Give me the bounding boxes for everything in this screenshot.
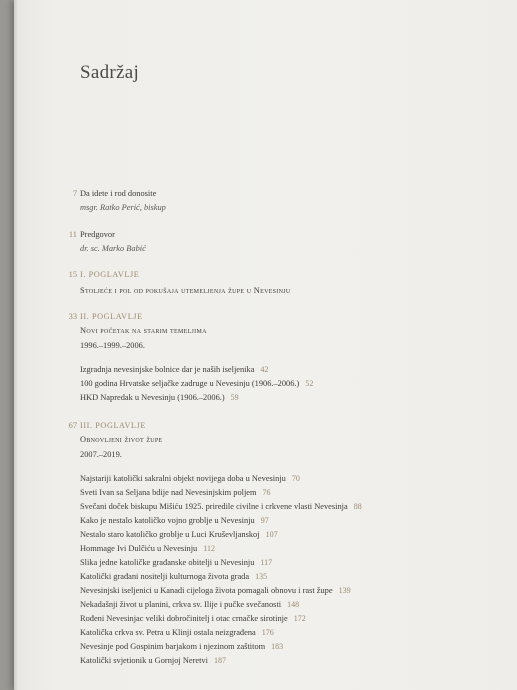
- subentry-title: Slika jedne katoličke građanske obitelji u Nevesinju 117: [80, 558, 273, 567]
- subentry-title: Nekadašnji život u planini, crkva sv. Ilije i pučke svečanosti 148: [80, 600, 300, 609]
- subentry-page: 42: [260, 365, 269, 374]
- chapter-title: Obnovljeni život župe: [80, 435, 163, 444]
- subentry-title: Katolički svjetionik u Gornjoj Neretvi 187: [80, 656, 226, 665]
- subentry-page: 135: [255, 572, 268, 581]
- chapter-page-number: 33: [68, 312, 77, 321]
- chapter-title: Stoljeće i pol od pokušaja utemeljenja župe u Nevesinju: [80, 286, 291, 295]
- subentry-page: 112: [203, 544, 215, 553]
- page-title: Sadržaj: [80, 62, 140, 83]
- entry-page-number: 11: [68, 230, 77, 239]
- chapter-years: 2007.–2019.: [80, 450, 122, 459]
- chapter-label: I. POGLAVLJE: [80, 270, 140, 279]
- entry-page-number: 7: [72, 189, 77, 198]
- subentry-page: 176: [261, 628, 274, 637]
- subentry-title: Najstariji katolički sakralni objekt novijega doba u Nevesinju 70: [80, 474, 300, 483]
- subentry-title: Nevesinje pod Gospinim barjakom i njezinom zaštitom 183: [80, 642, 284, 651]
- entry-title: Da idete i rod donosite: [80, 189, 157, 198]
- subentry-title: HKD Napredak u Nevesinju (1906.–2006.) 59: [80, 393, 239, 402]
- subentry-page: 107: [265, 530, 278, 539]
- chapter-label: II. POGLAVLJE: [80, 312, 143, 321]
- subentry-page: 97: [260, 516, 269, 525]
- subentry-title: 100 godina Hrvatske seljačke zadruge u Nevesinju (1906.–2006.) 52: [80, 379, 314, 388]
- book-page: [14, 0, 517, 690]
- subentry-page: 148: [287, 600, 300, 609]
- chapter-title: Novi početak na starim temeljima: [80, 326, 207, 335]
- subentry-title: Svečani doček biskupu Mišiću 1925. priredile civilne i crkvene vlasti Nevesinja 88: [80, 502, 362, 511]
- chapter-years: 1996.–1999.–2006.: [80, 341, 145, 350]
- subentry-title: Rođeni Nevesinjac veliki dobročinitelj i otac crnačke sirotinje 172: [80, 614, 306, 623]
- subentry-page: 139: [338, 586, 351, 595]
- entry-author: dr. sc. Marko Babić: [80, 244, 146, 253]
- subentry-page: 76: [262, 488, 271, 497]
- subentry-page: 59: [230, 393, 239, 402]
- subentry-title: Izgradnja nevesinjske bolnice dar je naših iseljenika 42: [80, 365, 269, 374]
- subentry-page: 183: [271, 642, 284, 651]
- chapter-page-number: 67: [68, 421, 77, 430]
- entry-title: Predgovor: [80, 230, 115, 239]
- page-edge: [14, 0, 18, 690]
- entry-author: msgr. Ratko Perić, biskup: [80, 203, 166, 212]
- subentry-title: Nevesinjski iseljenici u Kanadi cijeloga života pomagali obnovu i rast župe 139: [80, 586, 351, 595]
- subentry-page: 187: [213, 656, 226, 665]
- chapter-page-number: 15: [68, 270, 77, 279]
- subentry-title: Kako je nestalo katoličko vojno groblje u Nevesinju 97: [80, 516, 269, 525]
- subentry-title: Hommage Ivi Dulčiću u Nevesinju 112: [80, 544, 215, 553]
- subentry-title: Katolička crkva sv. Petra u Klinji ostala neizgrađena 176: [80, 628, 274, 637]
- subentry-title: Katolički građani nositelji kulturnoga života grada 135: [80, 572, 268, 581]
- subentry-page: 70: [291, 474, 300, 483]
- subentry-page: 172: [293, 614, 306, 623]
- subentry-page: 52: [305, 379, 314, 388]
- subentry-title: Sveti Ivan sa Seljana bdije nad Nevesinjskim poljem 76: [80, 488, 271, 497]
- chapter-label: III. POGLAVLJE: [80, 421, 147, 430]
- subentry-page: 88: [353, 502, 362, 511]
- subentry-title: Nestalo staro katoličko groblje u Luci Kruševljanskoj 107: [80, 530, 278, 539]
- subentry-page: 117: [260, 558, 273, 567]
